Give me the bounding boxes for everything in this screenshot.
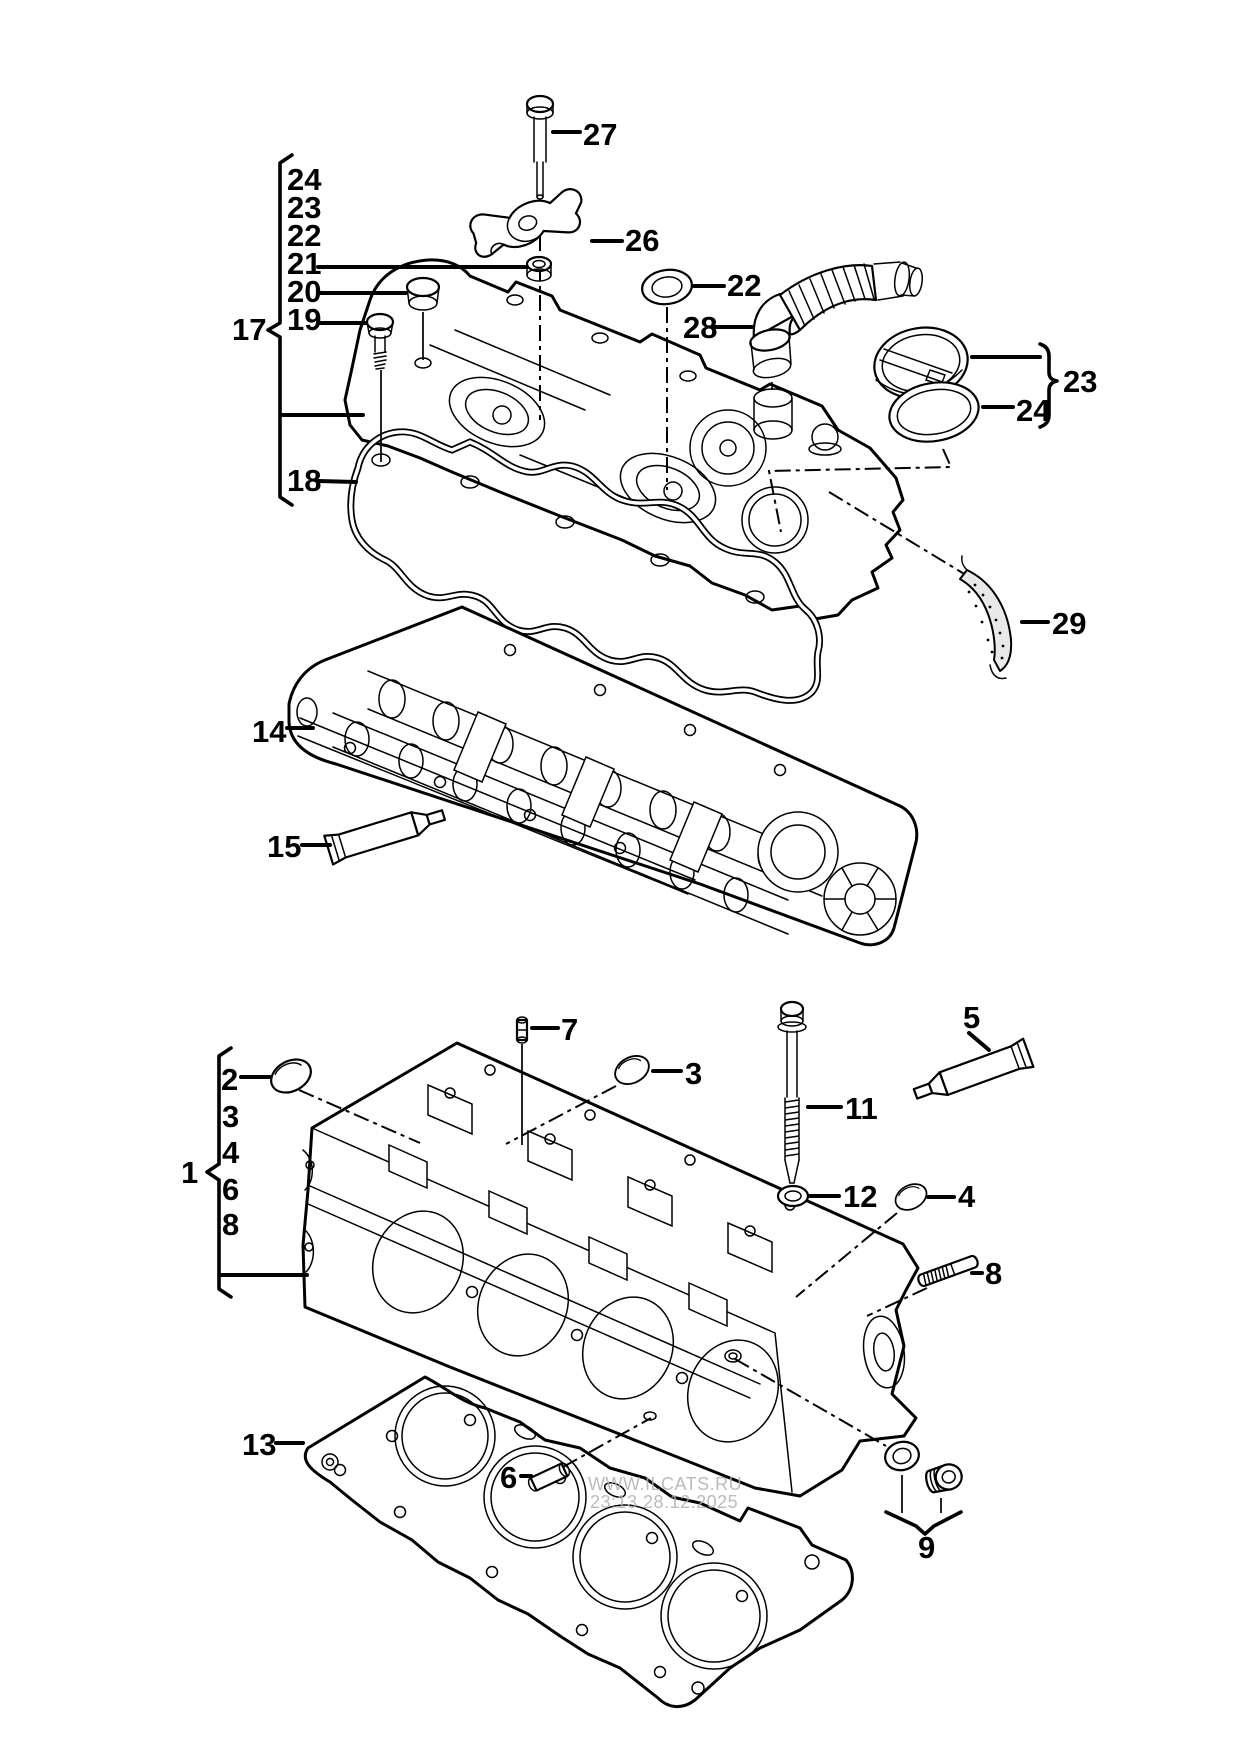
bolt-washer [778,1186,808,1206]
callout-2: 2 [221,1062,239,1097]
callout-8-list: 8 [222,1207,240,1242]
camshaft-clamp [466,186,589,259]
callout-13: 13 [242,1427,277,1462]
callout-29: 29 [1052,606,1087,641]
sealant-tube-lower [910,1039,1033,1108]
clamp-bolt [527,96,553,199]
callout-17: 17 [232,312,267,347]
callout-24: 24 [1016,393,1051,428]
callout-7: 7 [561,1012,579,1047]
callout-21: 21 [287,246,322,281]
sealant-bead [960,556,1011,678]
head-stud [517,1017,527,1043]
sealant-tube-upper [324,801,448,865]
sealing-plug [924,1461,965,1494]
callout-4: 4 [958,1179,976,1214]
callout-22: 22 [727,268,762,303]
cylinder-head-bolt [778,1002,806,1183]
callout-20: 20 [287,274,322,309]
callout-28: 28 [683,310,718,345]
callout-18: 18 [287,463,322,498]
callout-12: 12 [843,1179,878,1214]
callout-11: 11 [845,1091,878,1126]
callout-3: 3 [685,1056,703,1091]
sealing-cap-3 [610,1050,653,1089]
sealing-cap-4 [891,1179,931,1215]
callout-23-list: 23 [287,190,322,225]
callout-14: 14 [252,714,287,749]
oil-seal-ring [640,267,694,308]
callout-5: 5 [963,1000,981,1035]
callout-26: 26 [625,223,660,258]
callout-4-list: 4 [222,1135,240,1170]
callout-8: 8 [985,1256,1003,1291]
callout-27: 27 [583,117,618,152]
sealing-plug-washer [882,1438,922,1474]
callout-24-list: 24 [287,162,322,197]
callout-1: 1 [181,1155,199,1190]
side-stud [917,1255,979,1287]
callout-22-list: 22 [287,218,322,253]
callout-6-list: 6 [222,1172,240,1207]
watermark-timestamp: 23:13 28.12.2025 [590,1492,739,1512]
callout-9: 9 [918,1530,936,1565]
callout-6: 6 [500,1460,518,1495]
callout-23: 23 [1063,364,1098,399]
callout-15: 15 [267,829,302,864]
callout-19: 19 [287,302,322,337]
watermark-site: WWW.ILCATS.RU [588,1474,743,1494]
sealing-cap-2 [265,1053,316,1099]
callout-3-list: 3 [222,1099,240,1134]
